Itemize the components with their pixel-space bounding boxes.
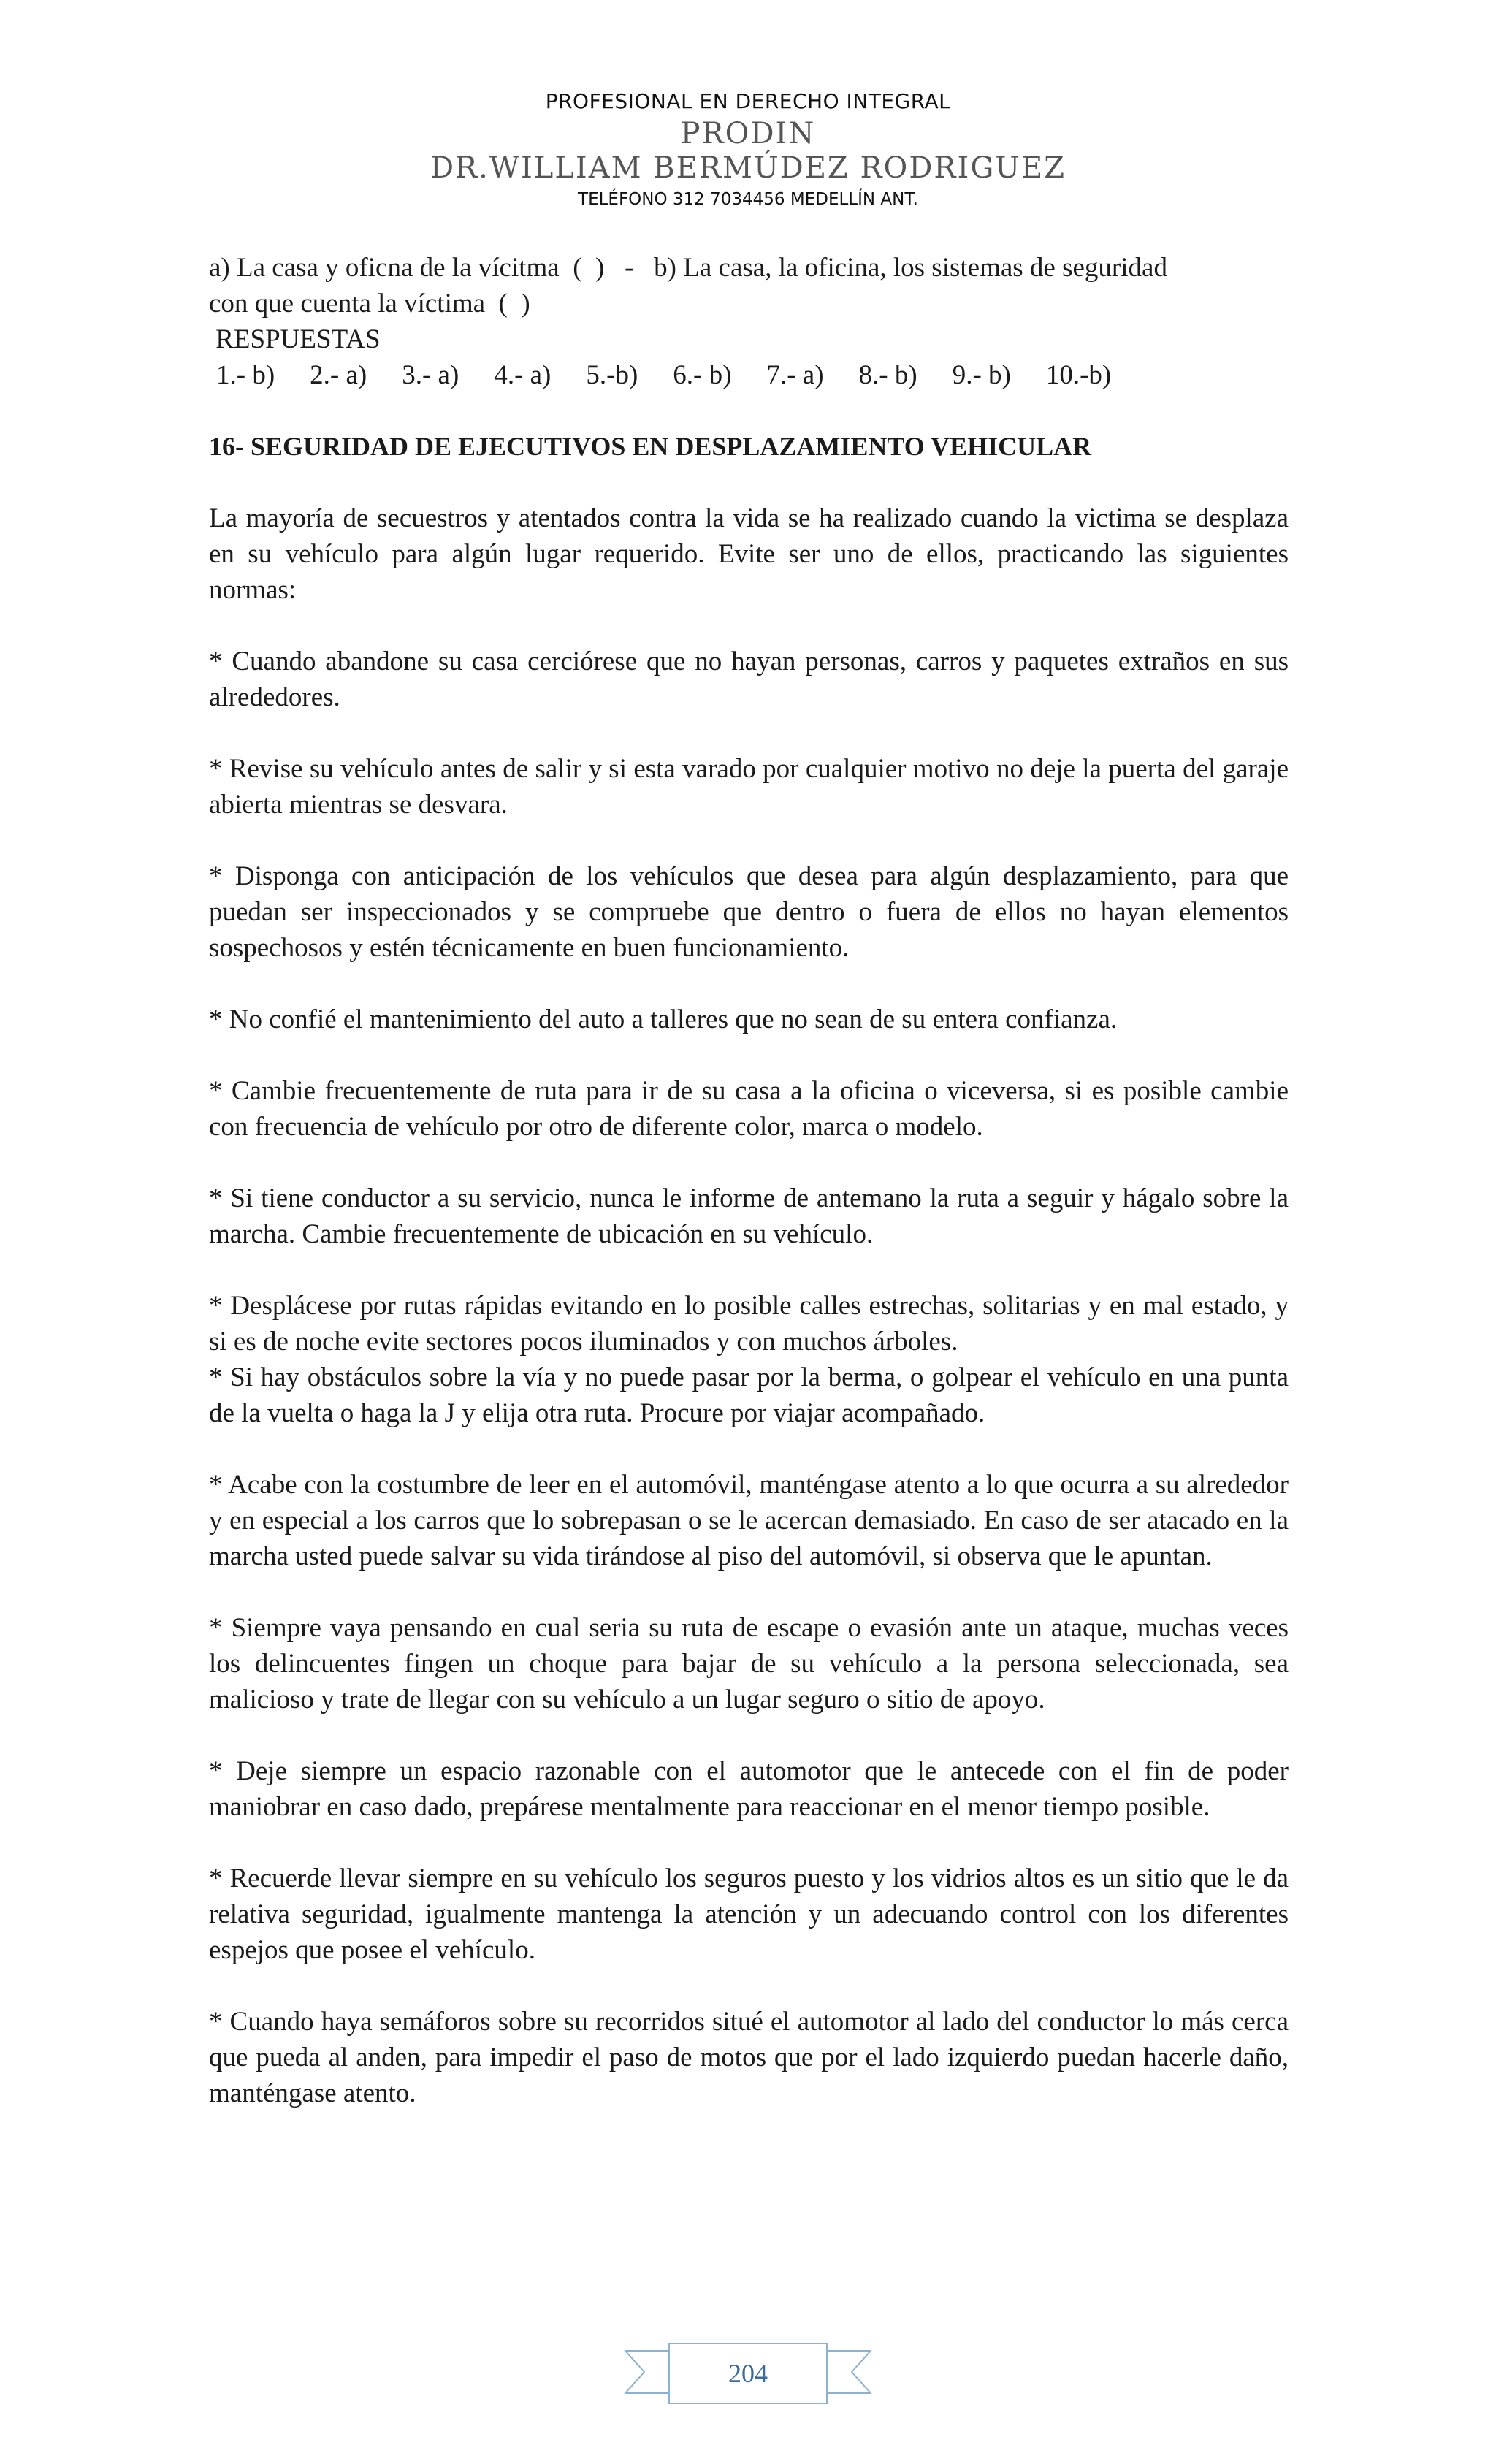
answer-item: 5.-b) [586, 360, 638, 390]
answer-item: 7.- a) [766, 360, 824, 390]
answer-item: 6.- b) [673, 360, 732, 390]
paragraph: * Siempre vaya pensando en cual seria su ruta de escape o evasión ante un ataque, muchas veces los delincuentes fingen un choque para bajar de su vehículo a la persona seleccionada, sea malicioso y trate de llegar con su vehículo a un lugar seguro o sitio de apoyo. [209, 1613, 1289, 1714]
answer-item: 3.- a) [402, 360, 459, 390]
paragraph: * Recuerde llevar siempre en su vehículo los seguros puesto y los vidrios altos es un sitio que le da relativa seguridad, igualmente mantenga la atención y un adecuando control con los diferentes espejos que posee el vehículo. [209, 1864, 1289, 1965]
answer-item: 2.- a) [310, 360, 367, 390]
header-firm-name: PROFESIONAL EN DERECHO INTEGRAL [545, 89, 951, 113]
answer-item: 4.- a) [494, 360, 552, 390]
answer-item: 1.- b) [216, 360, 275, 390]
header-author: DR.WILLIAM BERMÚDEZ RODRIGUEZ [430, 151, 1066, 185]
quiz-option-line-1: a) La casa y oficna de la vícitma ( ) - b) La casa, la oficina, los sistemas de seguridad [209, 253, 1167, 283]
paragraph: * Si tiene conductor a su servicio, nunca le informe de antemano la ruta a seguir y hágalo sobre la marcha. Cambie frecuentemente de ubicación en su vehículo. [209, 1183, 1289, 1249]
header-phone: TELÉFONO 312 7034456 MEDELLÍN ANT. [578, 190, 918, 209]
paragraph: * Cuando abandone su casa cerciórese que no hayan personas, carros y paquetes extraños en sus alrededores. [209, 646, 1289, 712]
answers-label: RESPUESTAS [209, 324, 381, 354]
paragraph: * Acabe con la costumbre de leer en el automóvil, manténgase atento a lo que ocurra a su alrededor y en especial a los carros que lo sobrepasan o se le acercan demasiado. En caso de ser atacado en la marcha usted puede salvar su vida tirándose al piso del automóvil, si observa que le apuntan. [209, 1470, 1289, 1571]
page-number-banner [625, 2342, 871, 2422]
answer-item: 10.-b) [1045, 360, 1112, 390]
page-header [0, 86, 1496, 213]
page-body [209, 250, 1289, 2111]
quiz-option-line-2: con que cuenta la víctima ( ) [209, 289, 530, 319]
paragraph: * Disponga con anticipación de los vehículos que desea para algún desplazamiento, para que puedan ser inspeccionados y se compruebe que dentro o fuera de ellos no hayan elementos sospechosos y estén técnicamente en buen funcionamiento. [209, 861, 1289, 963]
section-intro: La mayoría de secuestros y atentados contra la vida se ha realizado cuando la victima se desplaza en su vehículo para algún lugar requerido. Evite ser uno de ellos, practicando las siguientes normas: [209, 503, 1289, 605]
answer-item: 9.- b) [952, 360, 1011, 390]
paragraph: * Revise su vehículo antes de salir y si esta varado por cualquier motivo no deje la puerta del garaje abierta mientras se desvara. [209, 754, 1289, 820]
page-number: 204 [728, 2359, 768, 2388]
answers-list [209, 357, 1289, 393]
header-acronym: PRODIN [680, 117, 816, 150]
answer-item: 8.- b) [858, 360, 917, 390]
paragraph: * Cambie frecuentemente de ruta para ir de su casa a la oficina o viceversa, si es posible cambie con frecuencia de vehículo por otro de diferente color, marca o modelo. [209, 1076, 1289, 1142]
paragraph: * Desplácese por rutas rápidas evitando en lo posible calles estrechas, solitarias y en mal estado, y si es de noche evite sectores pocos iluminados y con muchos árboles. [209, 1291, 1289, 1357]
paragraph: * Cuando haya semáforos sobre su recorridos situé el automotor al lado del conductor lo más cerca que pueda al anden, para impedir el paso de motos que por el lado izquierdo puedan hacerle daño, manténgase atento. [209, 2007, 1289, 2108]
paragraph: * Si hay obstáculos sobre la vía y no puede pasar por la berma, o golpear el vehículo en una punta de la vuelta o haga la J y elija otra ruta. Procure por viajar acompañado. [209, 1362, 1289, 1428]
section-title: 16- SEGURIDAD DE EJECUTIVOS EN DESPLAZAMIENTO VEHICULAR [209, 432, 1092, 461]
paragraph: * Deje siempre un espacio razonable con el automotor que le antecede con el fin de poder maniobrar en caso dado, prepárese mentalmente para reaccionar en el menor tiempo posible. [209, 1756, 1289, 1822]
paragraph: * No confié el mantenimiento del auto a talleres que no sean de su entera confianza. [209, 1004, 1118, 1034]
